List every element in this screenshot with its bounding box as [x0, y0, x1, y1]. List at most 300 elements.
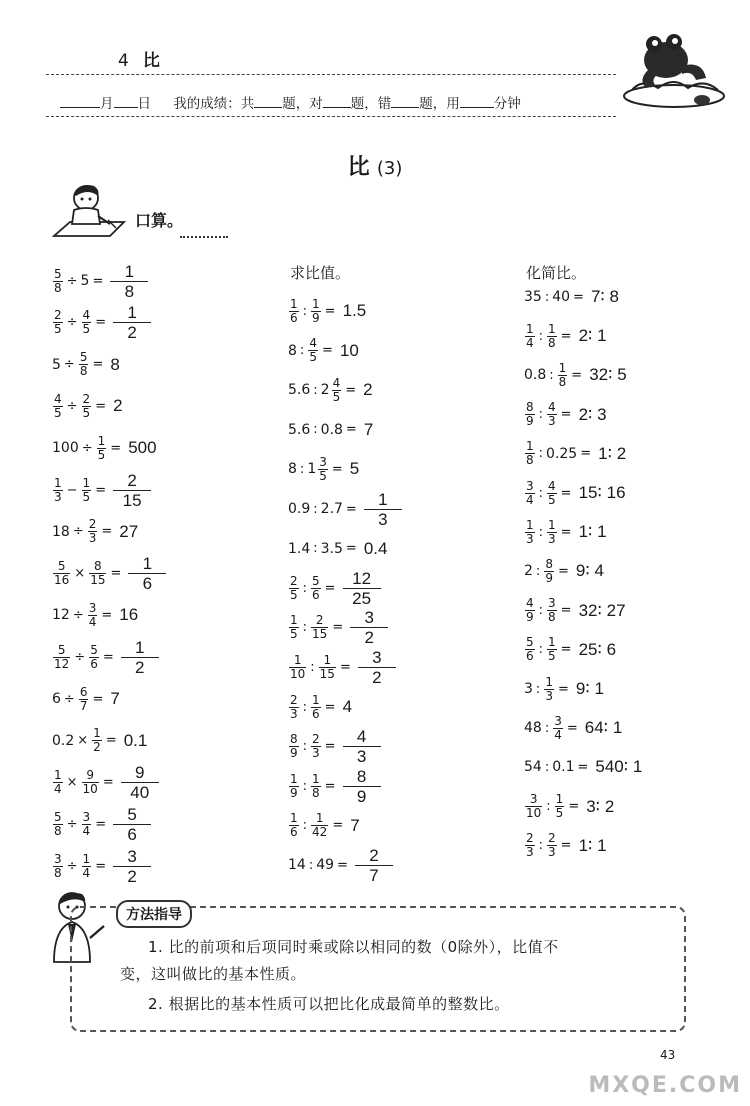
- answer-value[interactable]: 7: [350, 815, 360, 835]
- operand-b: [81, 393, 93, 420]
- fraction-b-denominator: 8: [558, 374, 567, 389]
- fraction-b-numerator: 1: [82, 475, 91, 490]
- score-prefix: 我的成绩：共: [173, 96, 255, 112]
- operand-a: 54: [524, 759, 542, 776]
- operand-b: [546, 401, 558, 428]
- answer-value[interactable]: 15∶ 16: [578, 483, 626, 502]
- operand-a: 14: [288, 857, 306, 874]
- fraction-a-numerator: 3: [54, 851, 62, 866]
- equals-sign: =: [577, 759, 589, 775]
- fraction-a: [53, 644, 70, 671]
- fraction-b-denominator: 3: [545, 688, 553, 703]
- fraction-b-numerator: 3: [88, 600, 97, 615]
- answer-fraction[interactable]: [128, 554, 166, 593]
- fraction-a-numerator: 2: [54, 308, 62, 323]
- equals-sign: =: [95, 858, 107, 874]
- fraction-b-denominator: 9: [312, 310, 320, 325]
- answer-numerator: 3: [127, 846, 137, 866]
- answer-fraction[interactable]: [350, 608, 388, 647]
- answer-value[interactable]: 9∶ 1: [575, 679, 604, 698]
- fraction-b-denominator: 4: [82, 823, 91, 838]
- operator: :: [538, 407, 544, 423]
- fraction-b-numerator: 4: [82, 308, 91, 323]
- operand-b: [310, 733, 322, 760]
- answer-fraction[interactable]: [343, 767, 381, 806]
- answer-numerator: 1: [127, 303, 137, 323]
- fraction-b-numerator: 8: [94, 559, 102, 574]
- fraction-b-denominator: 7: [79, 698, 88, 713]
- fraction-b-numerator: 4: [309, 336, 317, 351]
- operator: ÷: [66, 398, 78, 414]
- operand-a: 2: [524, 563, 533, 580]
- col3-heading: 化简比。: [526, 264, 587, 282]
- answer-numerator: 3: [372, 647, 382, 667]
- fraction-a: [53, 560, 70, 587]
- fraction-a: [525, 323, 535, 350]
- answer-numerator: 1: [142, 554, 153, 574]
- unit-used: 题，用: [419, 96, 460, 112]
- equals-sign: =: [324, 303, 336, 319]
- whole-part: 1: [307, 461, 317, 478]
- fraction-a-numerator: 1: [290, 613, 298, 628]
- fraction-a-numerator: 2: [290, 692, 298, 707]
- answer-value[interactable]: 5: [349, 459, 360, 479]
- fraction-a-numerator: 2: [526, 831, 534, 846]
- operator: :: [544, 289, 550, 305]
- exercise-row: [524, 476, 626, 510]
- fraction-b-denominator: 8: [548, 335, 556, 350]
- fraction-b-numerator: 4: [548, 400, 556, 415]
- operand-b: 49: [316, 857, 335, 874]
- fraction-a: [53, 309, 63, 336]
- answer-denominator: 2: [113, 866, 151, 886]
- operator: ÷: [81, 440, 93, 456]
- answer-value[interactable]: 7: [110, 689, 120, 708]
- answer-value[interactable]: 3∶ 2: [586, 796, 615, 816]
- fraction-a-numerator: 4: [526, 596, 534, 611]
- operand-a: [52, 644, 71, 671]
- answer-fraction[interactable]: [113, 471, 151, 510]
- fraction-a-numerator: 1: [290, 771, 298, 786]
- fraction-b-denominator: 5: [555, 806, 564, 821]
- unit-questions: 题，对: [282, 96, 323, 112]
- operator: :: [535, 563, 541, 579]
- answer-value[interactable]: 7: [363, 419, 374, 439]
- fraction-a-denominator: 12: [54, 656, 70, 671]
- answer-value[interactable]: 0.1: [123, 730, 148, 750]
- answer-denominator: 8: [110, 281, 148, 301]
- col2-heading: 求比值。: [290, 264, 351, 282]
- student-writing-icon: [50, 180, 130, 246]
- fraction-a-numerator: 4: [54, 391, 62, 406]
- operator: ×: [66, 775, 78, 791]
- exercise-row: [52, 261, 148, 301]
- equals-sign: =: [573, 289, 584, 305]
- exercise-row: [524, 358, 627, 392]
- answer-value[interactable]: 2∶ 1: [578, 326, 607, 346]
- operand-b: [310, 694, 322, 721]
- fraction-b: [547, 480, 557, 507]
- answer-denominator: 3: [343, 746, 381, 766]
- fraction-b: [311, 773, 321, 800]
- equals-sign: =: [560, 642, 572, 658]
- wrong-blank[interactable]: [391, 106, 419, 108]
- equals-sign: =: [95, 482, 107, 498]
- operator: ÷: [74, 649, 86, 665]
- fraction-a-denominator: 9: [290, 746, 298, 761]
- exercise-row: [524, 750, 642, 784]
- fraction-b-numerator: 4: [332, 375, 341, 390]
- answer-numerator: 1: [124, 261, 135, 281]
- answer-denominator: 2: [121, 657, 159, 677]
- answer-numerator: 1: [135, 637, 145, 657]
- fraction-b: [547, 636, 557, 663]
- operand-b: [546, 832, 558, 859]
- fraction-b: [82, 811, 92, 838]
- answer-denominator: 2: [113, 322, 151, 342]
- answer-fraction[interactable]: [343, 569, 381, 608]
- answer-denominator: 15: [113, 490, 151, 510]
- fraction-a-numerator: 1: [526, 517, 534, 532]
- equals-sign: =: [101, 524, 113, 540]
- operator: :: [302, 778, 308, 794]
- operand-a: [52, 477, 64, 504]
- fraction-a: [53, 853, 63, 880]
- answer-value[interactable]: 27: [119, 521, 139, 541]
- operator: ×: [77, 733, 89, 749]
- operator: :: [302, 818, 308, 834]
- operand-b: [546, 519, 558, 546]
- day-blank[interactable]: [114, 106, 138, 108]
- month-blank[interactable]: [60, 106, 100, 108]
- fraction-b: [82, 393, 92, 420]
- fraction-a-denominator: 9: [526, 610, 534, 625]
- answer-value[interactable]: 1.5: [342, 301, 367, 320]
- fraction-b: [553, 715, 563, 742]
- equals-sign: =: [560, 603, 572, 619]
- answer-value[interactable]: 540∶ 1: [595, 757, 643, 777]
- equals-sign: =: [324, 580, 336, 596]
- answer-fraction[interactable]: [355, 846, 393, 885]
- fraction-b-numerator: 4: [548, 478, 556, 493]
- fraction-a-denominator: 4: [526, 335, 534, 350]
- operator: :: [313, 422, 318, 438]
- fraction-b-denominator: 8: [79, 364, 88, 379]
- fraction-a-numerator: 3: [526, 478, 534, 493]
- fraction-b: [82, 309, 92, 336]
- fraction-b: [311, 812, 328, 839]
- answer-value[interactable]: 8: [110, 354, 120, 374]
- operand-a: [288, 733, 300, 760]
- fraction-a: [289, 654, 306, 681]
- answer-numerator: 5: [127, 804, 137, 824]
- operand-a: [524, 440, 536, 467]
- operator: :: [299, 343, 305, 359]
- fraction-b-numerator: 1: [545, 674, 553, 689]
- operand-a: [524, 480, 536, 507]
- equals-sign: =: [101, 607, 113, 623]
- exercise-row: [288, 845, 393, 885]
- fraction-b-numerator: 1: [548, 517, 556, 532]
- fraction-a-numerator: 1: [54, 768, 62, 783]
- answer-denominator: 25: [343, 588, 381, 608]
- answer-numerator: 3: [364, 608, 374, 628]
- operator: :: [302, 620, 308, 636]
- equals-sign: =: [95, 398, 107, 414]
- fraction-b: [308, 337, 318, 364]
- exercise-row: [52, 554, 166, 594]
- fraction-b-numerator: 2: [315, 613, 324, 628]
- fraction-b-numerator: 1: [315, 811, 324, 826]
- operator: :: [538, 485, 544, 501]
- fraction-a-denominator: 6: [290, 310, 298, 325]
- exercise-row: [288, 727, 381, 767]
- fraction-b-numerator: 3: [548, 596, 556, 611]
- operand-a: [52, 853, 64, 880]
- score-line: [60, 92, 521, 112]
- fraction-b: [311, 298, 321, 325]
- fraction-a-denominator: 6: [526, 649, 534, 664]
- fraction-b-numerator: 2: [312, 732, 320, 747]
- operand-b: 2.7: [320, 501, 343, 517]
- exercise-row: [52, 303, 151, 343]
- equals-sign: =: [92, 273, 104, 289]
- answer-value[interactable]: 500: [128, 438, 157, 458]
- operand-b: 0.1: [552, 759, 575, 776]
- operand-b: [310, 614, 329, 641]
- unit-wrong: 题，错: [350, 96, 392, 112]
- operand-b: [554, 793, 566, 820]
- answer-fraction[interactable]: [358, 648, 396, 687]
- fraction-a-denominator: 8: [54, 280, 62, 295]
- fraction-b: [79, 686, 89, 713]
- equals-sign: =: [560, 485, 572, 501]
- operand-b: [557, 362, 569, 389]
- answer-denominator: 2: [358, 667, 396, 687]
- fraction-a-denominator: 10: [526, 806, 542, 821]
- operand-b: [307, 337, 319, 364]
- fraction-a-numerator: 5: [526, 635, 534, 650]
- answer-value[interactable]: 2: [363, 380, 373, 400]
- answer-numerator: 4: [356, 727, 367, 747]
- fraction-a-numerator: 5: [57, 642, 66, 657]
- fraction-b-numerator: 1: [548, 635, 556, 650]
- operand-a: [288, 654, 307, 681]
- header-divider-bottom: [46, 116, 616, 117]
- operand-a: 0.2: [52, 732, 75, 749]
- answer-value[interactable]: 2: [113, 396, 123, 416]
- fraction-b-numerator: 1: [312, 296, 320, 311]
- answer-value[interactable]: 25∶ 6: [578, 639, 617, 659]
- operand-a: [524, 832, 536, 859]
- equals-sign: =: [321, 343, 333, 359]
- fraction-b-numerator: 1: [93, 726, 101, 741]
- fraction-b: [82, 853, 92, 880]
- answer-value[interactable]: 32∶ 5: [589, 365, 627, 385]
- answer-fraction[interactable]: [343, 727, 381, 766]
- operand-b: [88, 560, 107, 587]
- fraction-a-denominator: 16: [54, 573, 70, 588]
- answer-value[interactable]: 7∶ 8: [590, 287, 620, 306]
- answer-value[interactable]: 10: [339, 340, 359, 360]
- operand-b: 5: [80, 273, 90, 289]
- section-underline: [180, 236, 228, 238]
- exercise-row: [52, 804, 151, 844]
- operand-a: [524, 793, 543, 820]
- fraction-b: [82, 477, 92, 504]
- fraction-a-numerator: 5: [54, 266, 62, 281]
- exercise-row: [52, 431, 157, 465]
- fraction-b-denominator: 9: [545, 570, 553, 585]
- header-divider-top: [46, 74, 616, 75]
- equals-sign: =: [95, 315, 107, 331]
- fraction-a-numerator: 1: [54, 475, 62, 490]
- operand-b: [321, 377, 343, 404]
- equals-sign: =: [345, 422, 357, 438]
- fraction-b-denominator: 2: [93, 740, 101, 755]
- operand-b: [546, 323, 558, 350]
- operand-a: [524, 401, 536, 428]
- fraction-b: [547, 832, 557, 859]
- exercise-row: [52, 389, 123, 423]
- fraction-b: [311, 733, 321, 760]
- fraction-b: [547, 323, 557, 350]
- exercise-row: [524, 829, 607, 863]
- fraction-b: [311, 694, 321, 721]
- fraction-a: [53, 393, 63, 420]
- fraction-a-numerator: 5: [54, 809, 62, 824]
- answer-value[interactable]: 1∶ 1: [578, 522, 607, 542]
- operand-a: 5.6: [288, 382, 311, 399]
- operator: :: [538, 446, 544, 462]
- method-line-1b: 变，这叫做比的基本性质。: [120, 965, 307, 983]
- exercise-row: [288, 334, 359, 368]
- month-label: 月: [100, 96, 114, 112]
- exercise-row: [288, 766, 381, 806]
- operand-b: [78, 351, 90, 378]
- fraction-b-denominator: 5: [332, 389, 341, 404]
- operand-a: [524, 636, 536, 663]
- operand-a: 0.8: [524, 367, 547, 384]
- exercise-row: [524, 319, 607, 353]
- answer-value[interactable]: 1∶ 1: [578, 835, 607, 855]
- answer-fraction[interactable]: [121, 763, 159, 802]
- fraction-a-numerator: 1: [526, 321, 534, 336]
- exercise-row: [52, 724, 147, 758]
- operand-b: [87, 518, 99, 545]
- exercise-row: [288, 452, 359, 486]
- answer-fraction[interactable]: [113, 847, 151, 886]
- operand-a: [52, 268, 64, 295]
- operator: :: [302, 739, 308, 755]
- operator: :: [538, 603, 544, 619]
- exercise-row: [524, 672, 604, 706]
- answer-value[interactable]: 4: [342, 697, 353, 716]
- method-line-1: 1. 比的前项和后项同时乘或除以相同的数（0除外），比值不: [148, 938, 559, 956]
- operand-b: [543, 558, 555, 585]
- fraction-a-denominator: 5: [54, 405, 62, 420]
- fraction-b-numerator: 6: [79, 684, 88, 699]
- answer-fraction[interactable]: [110, 262, 148, 301]
- operator: :: [538, 642, 544, 658]
- minutes-blank[interactable]: [460, 106, 494, 108]
- fraction-b-numerator: 1: [555, 792, 564, 807]
- exercise-row: [52, 515, 138, 549]
- operand-a: [288, 614, 300, 641]
- exercise-row: [52, 763, 159, 803]
- equals-sign: =: [332, 620, 344, 636]
- operand-a: [288, 773, 300, 800]
- fraction-b: [547, 519, 557, 546]
- operator: :: [299, 461, 305, 477]
- operand-a: [524, 597, 536, 624]
- answer-value[interactable]: 9∶ 4: [575, 561, 604, 581]
- equals-sign: =: [345, 501, 357, 517]
- fraction-b: [82, 769, 99, 796]
- equals-sign: =: [324, 778, 336, 794]
- fraction-a-denominator: 6: [290, 825, 298, 840]
- answer-value[interactable]: 1∶ 2: [598, 443, 627, 463]
- fraction-b-denominator: 3: [312, 746, 320, 761]
- answer-fraction[interactable]: [364, 490, 402, 529]
- total-blank[interactable]: [254, 106, 282, 108]
- answer-value[interactable]: 2∶ 3: [578, 404, 607, 424]
- equals-sign: =: [557, 681, 569, 697]
- operand-a: 5: [52, 356, 61, 373]
- answer-fraction[interactable]: [113, 805, 151, 844]
- page-title: [0, 150, 750, 181]
- watermark: MXQE.COM: [588, 1073, 742, 1098]
- equals-sign: =: [95, 816, 107, 832]
- equals-sign: =: [566, 720, 578, 736]
- answer-numerator: 1: [378, 489, 388, 509]
- answer-denominator: 9: [343, 786, 381, 806]
- operand-a: 100: [52, 440, 79, 457]
- answer-denominator: 40: [121, 782, 159, 802]
- fraction-a: [289, 575, 299, 602]
- exercise-row: [288, 413, 373, 447]
- fraction-b-denominator: 5: [82, 405, 91, 420]
- answer-numerator: 8: [356, 766, 367, 786]
- answer-value[interactable]: 16: [119, 605, 139, 625]
- right-blank[interactable]: [323, 106, 351, 108]
- fraction-a-denominator: 4: [526, 492, 534, 507]
- operand-a: 3: [524, 681, 533, 697]
- fraction-b-numerator: 2: [548, 831, 556, 846]
- exercise-row: [288, 809, 360, 843]
- operand-b: [543, 676, 555, 703]
- fraction-a: [289, 773, 299, 800]
- operand-b: [310, 575, 322, 602]
- exercise-row: [52, 470, 151, 510]
- answer-value[interactable]: 32∶ 27: [578, 600, 626, 620]
- equals-sign: =: [345, 382, 357, 398]
- exercise-row: [288, 373, 373, 407]
- fraction-a: [525, 597, 535, 624]
- answer-denominator: 6: [128, 573, 166, 593]
- operator: −: [66, 482, 78, 498]
- fraction-a-denominator: 5: [290, 627, 298, 642]
- operand-b: [552, 715, 564, 742]
- answer-value[interactable]: 64∶ 1: [584, 718, 623, 738]
- operand-a: 1.4: [288, 540, 311, 557]
- operand-a: [52, 811, 64, 838]
- answer-value[interactable]: 0.4: [363, 538, 388, 558]
- fraction-b-denominator: 5: [319, 468, 327, 483]
- answer-fraction[interactable]: [121, 638, 159, 677]
- answer-fraction[interactable]: [113, 303, 151, 342]
- equals-sign: =: [580, 446, 592, 462]
